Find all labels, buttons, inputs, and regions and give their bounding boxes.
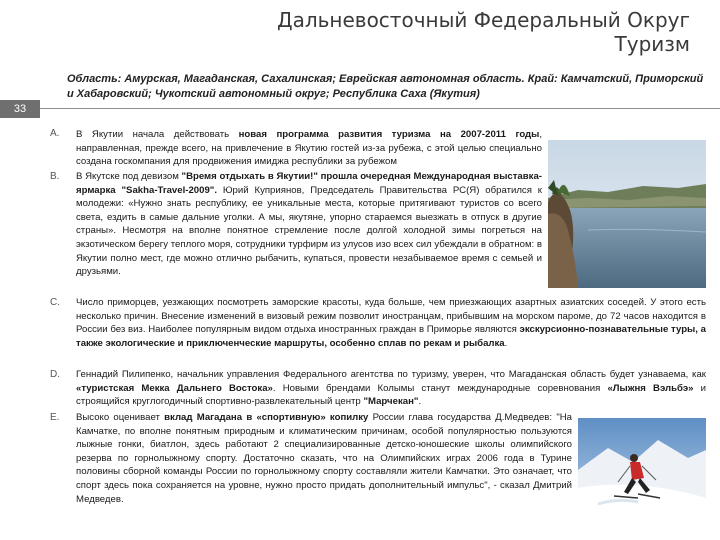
bold-fragment: новая программа развития туризма на 2007-2011 годы [238, 129, 540, 140]
bold-fragment: вклад Магадана в «спортивную» копилку [164, 412, 369, 423]
text-fragment: Число приморцев, уезжающих посмотреть заморские красоты, куда больше, чем приезжающих азартных азиатских соседей. У этого есть несколько причин. Внесение изменений в визовый режим позволит иностранцам, прибывшим на морском пароме, до 72 часов находится в России без виз. Наиболее популярным видом отдыха иностранных граждан в Приморье являются [76, 297, 706, 336]
paragraph-e [76, 411, 572, 506]
text-fragment: В Якутии начала действовать [76, 129, 239, 140]
text-fragment: . Новыми брендами Колымы станут международные соревнования [272, 382, 608, 394]
text-fragment: Геннадий Пилипенко, начальник управления Федерального агентства по туризму, уверен, что Магаданская область будет узнаваема, как [76, 369, 706, 380]
bold-fragment: «Лыжня Вэльбэ» [607, 382, 694, 394]
list-marker: D. [50, 369, 60, 380]
paragraph-d [76, 368, 706, 409]
text-fragment: В Якутске под девизом [76, 171, 182, 182]
slide-number: 33 [13, 103, 27, 115]
list-marker: A. [50, 128, 60, 139]
paragraph-b [76, 170, 542, 279]
title-line-1: Дальневосточный Федеральный Округ [276, 8, 690, 32]
river-landscape-image [548, 140, 706, 288]
list-marker: E. [50, 412, 60, 423]
skier-image [578, 418, 706, 522]
text-fragment: . [504, 337, 508, 349]
divider-line [40, 108, 720, 109]
text-fragment: Юрий Куприянов, Председатель Правительства РС(Я) обратился к молодежи: «Нужно знать республику, ее уникальные места, которые притягивают туристов со всего света, ездить в самые дальние уголки. А мы, якутяне, упорно стараемся выезжать в отпуск в другие страны». Несмотря на вполне понятное стремление после долгой холодной зимы погреться на экзотическом берегу теплого моря, сотрудники турфирм из улусов изо всех сил убеждали в обратном: в Якутии полно мест, где можно отлично рыбачить, купаться, провести незабываемое время с семьей и друзьями. [76, 184, 542, 278]
text-fragment: , направленная, прежде всего, на привлечение в Якутию гостей из-за рубежа, с этой целью специально создана госкомпания для продвижения имиджа республики за рубежом [76, 129, 543, 168]
bold-fragment: «туристская Мекка Дальнего Востока» [76, 382, 273, 394]
slide-title [277, 8, 690, 56]
list-marker: C. [50, 297, 60, 308]
text-fragment: . [418, 396, 422, 408]
bold-fragment: экскурсионно-познавательные туры, а также экологические и приключенческие маршруты, особенно сплав по рекам и рыбалка [76, 324, 706, 349]
bold-fragment: "Время отдыхать в Якутии!" прошла очередная Международная выставка-ярмарка "Sakha-Travel-2009". [76, 171, 543, 196]
text-fragment: Высоко оценивает [76, 412, 165, 423]
bold-fragment: "Марчекан" [363, 396, 419, 408]
paragraph-a [76, 128, 542, 169]
text-fragment: и строящийся круглогодичный спортивно-развлекательный центр [76, 382, 706, 408]
paragraph-c [76, 296, 706, 350]
list-marker: B. [50, 171, 60, 182]
title-line-2: Туризм [614, 32, 690, 56]
text-fragment: России глава государства Д.Медведев: "На Камчатке, по вполне понятным природным и климатическим причинам, особой популярностью пользуются лыжные гонки, биатлон, здесь работают 2 специализированные детско-юношеские школы олимпийского резерва по горнолыжному спорту. Достаточно сказать, что на Олимпийских играх 2006 года в Турине половины сборной команды России по горнолыжному спорту составляли жители Камчатки. Это означает, что спорт здесь пока сохраняется на уровне, нужно просто придать дополнительный импульс", - сказал Дмитрий Медведев. [76, 412, 572, 505]
regions-subtitle: Область: Амурская, Магаданская, Сахалинская; Еврейская автономная область. Край: Камчатский, Приморский и Хабаровский; Чукотский автономный округ; Республика Саха (Якутия) [67, 73, 704, 100]
